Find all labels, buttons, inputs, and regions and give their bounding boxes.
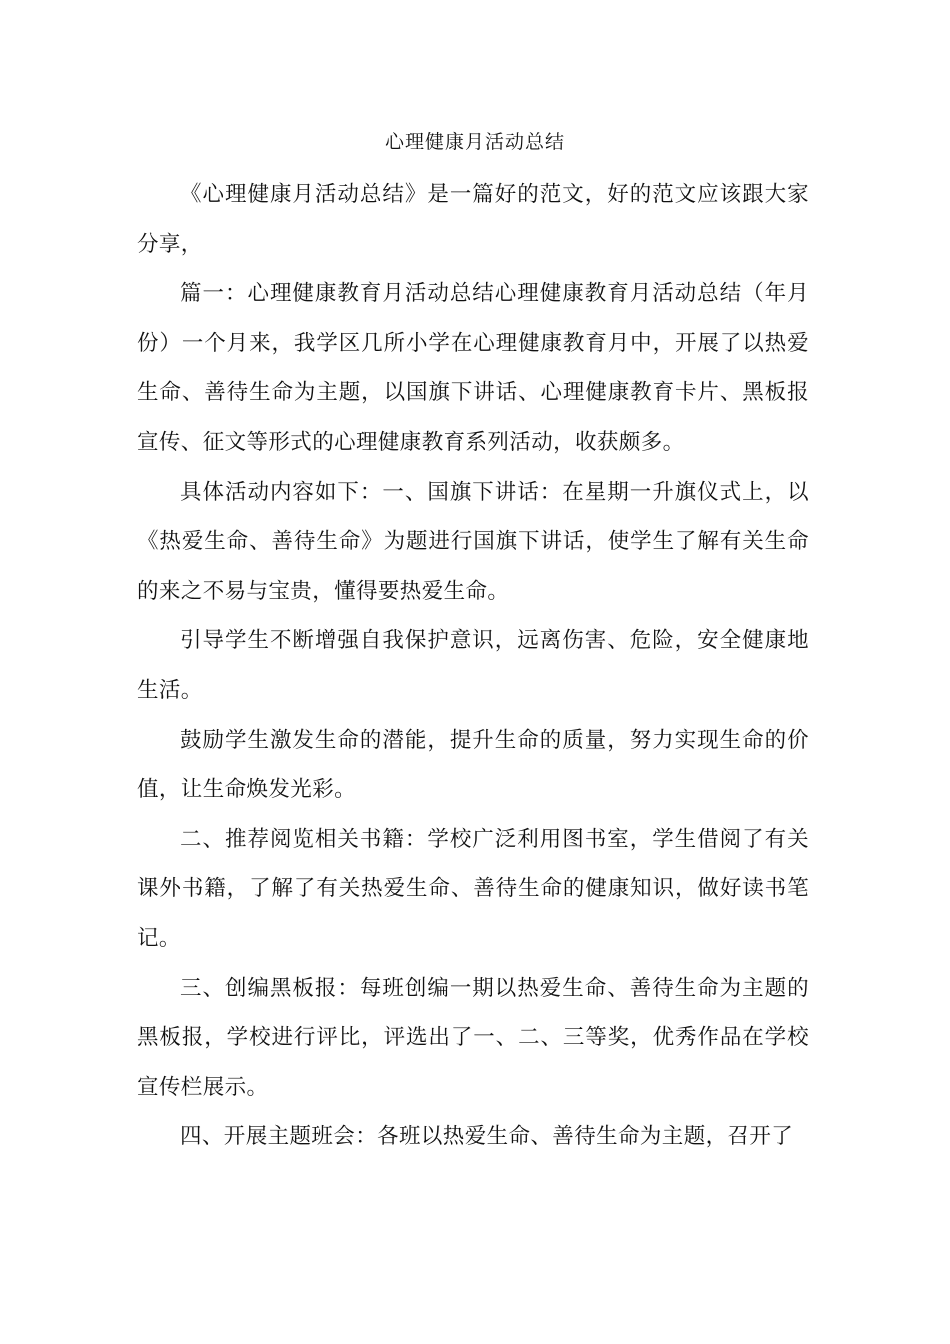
paragraph-blackboard: 三、创编黑板报：每班创编一期以热爱生命、善待生命为主题的黑板报，学校进行评比，评选出了一、二、三等奖，优秀作品在学校宣传栏展示。 — [137, 975, 809, 1100]
paragraph-reading-books: 二、推荐阅览相关书籍：学校广泛利用图书室，学生借阅了有关课外书籍，了解了有关热爱生命、善待生命的健康知识，做好读书笔记。 — [137, 826, 809, 951]
document-body — [137, 170, 809, 1162]
paragraph-self-protection: 引导学生不断增强自我保护意识，远离伤害、危险，安全健康地生活。 — [137, 628, 809, 703]
paragraph-life-potential: 鼓励学生激发生命的潜能，提升生命的质量，努力实现生命的价值，让生命焕发光彩。 — [137, 727, 809, 803]
document-title: 心理健康月活动总结 — [384, 131, 565, 153]
paragraph-activity-flag-speech: 具体活动内容如下：一、国旗下讲话：在星期一升旗仪式上，以《热爱生命、善待生命》为题进行国旗下讲话，使学生了解有关生命的来之不易与宝贵，懂得要热爱生命。 — [137, 479, 809, 604]
paragraph-part-one: 篇一：心理健康教育月活动总结心理健康教育月活动总结（年月份）一个月来，我学区几所小学在心理健康教育月中，开展了以热爱生命、善待生命为主题，以国旗下讲话、心理健康教育卡片、黑板报宣传、征文等形式的心理健康教育系列活动，收获颇多。 — [137, 281, 809, 455]
paragraph-intro: 《心理健康月活动总结》是一篇好的范文，好的范文应该跟大家分享， — [137, 182, 809, 257]
paragraph-class-meeting: 四、开展主题班会：各班以热爱生命、善待生命为主题，召开了 — [180, 1124, 794, 1150]
